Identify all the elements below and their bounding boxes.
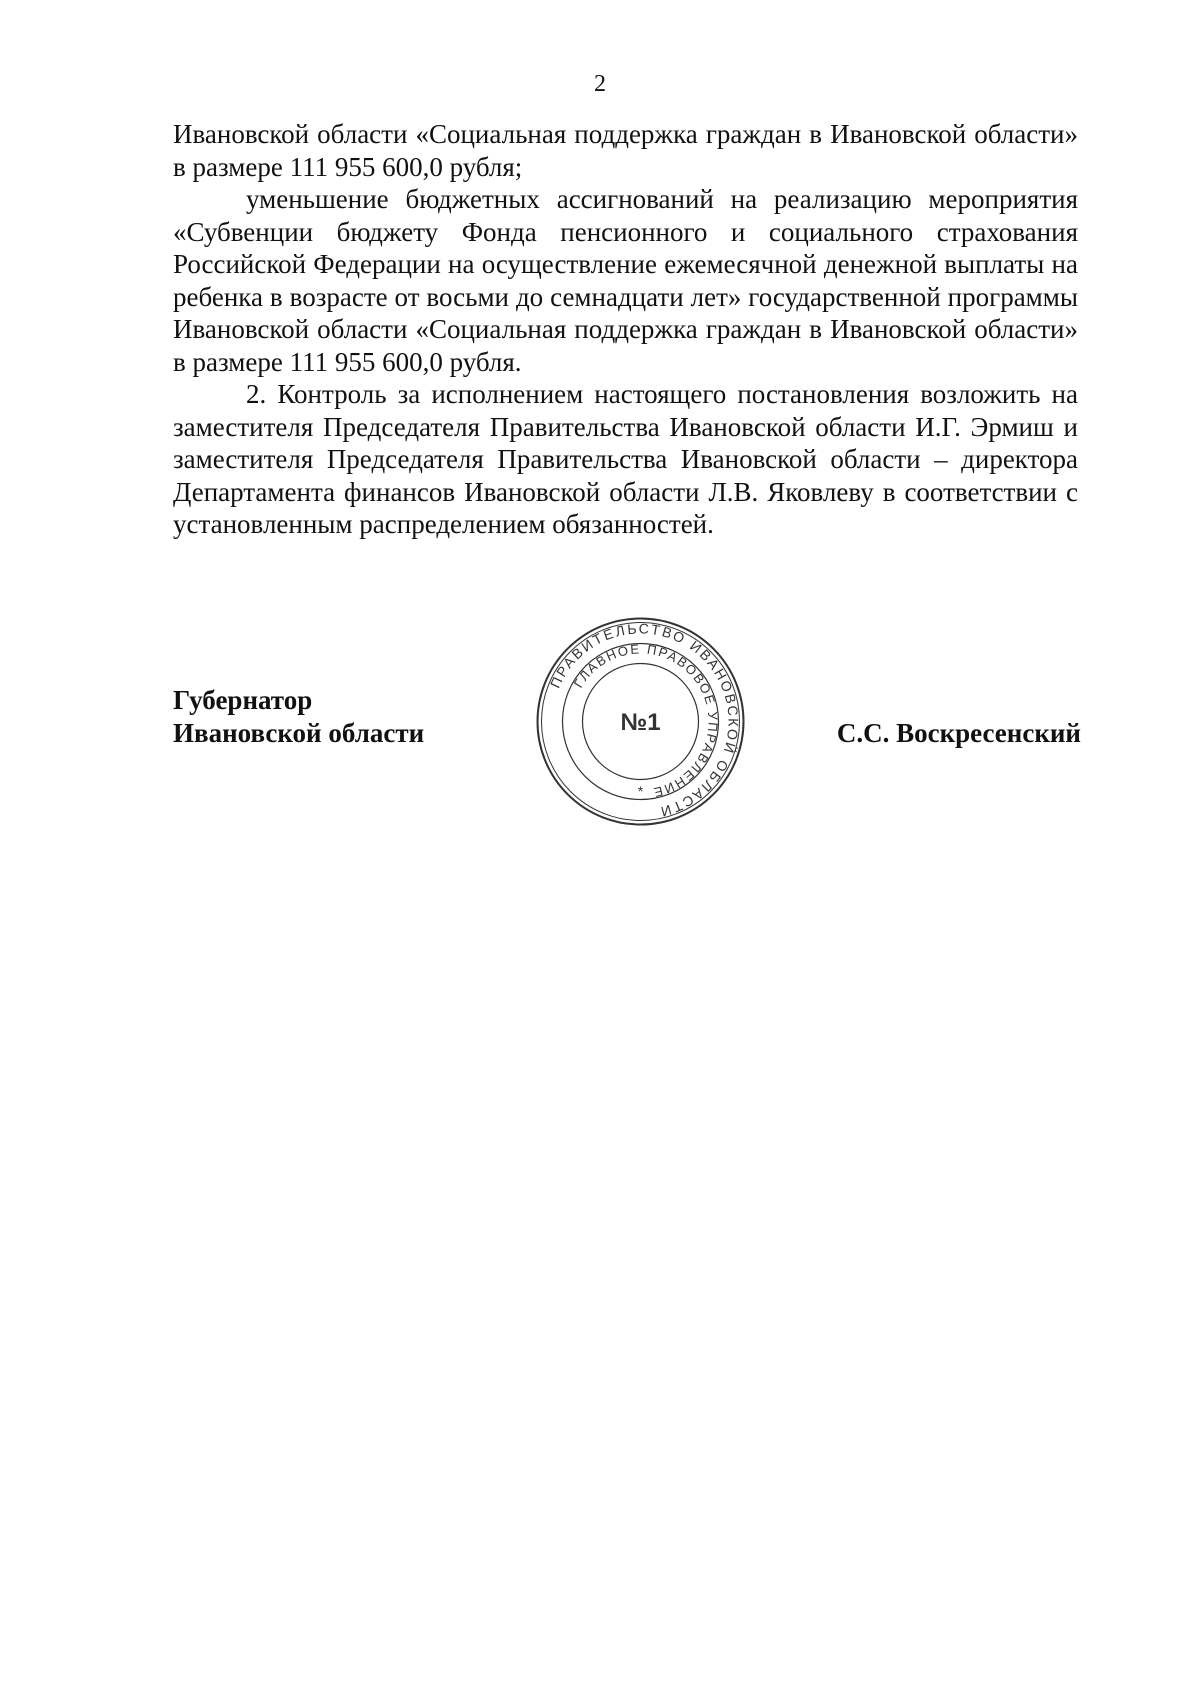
paragraph-control: 2. Контроль за исполнением настоящего постановления возложить на заместителя Председателя Правительства Ивановской области И.Г. Эрмиш и заместителя Председателя Правительства Ивановской области – директора Департамента финансов Ивановской области Л.В. Яковлеву в соответствии с установленным распределением обязанностей. xyxy=(173,379,1078,539)
page-number: 2 xyxy=(594,71,606,97)
seal-inner-text: ГЛАВНОЕ ПРАВОВОЕ УПРАВЛЕНИЕ xyxy=(570,641,721,801)
signatory-title: Губернатор xyxy=(173,685,313,715)
signatory-region: Ивановской области xyxy=(173,718,425,748)
seal-center-number: №1 xyxy=(620,709,661,736)
official-seal-stamp xyxy=(533,614,748,829)
seal-graphic xyxy=(533,614,748,829)
seal-outer-text: ПРАВИТЕЛЬСТВО ИВАНОВСКОЙ ОБЛАСТИ xyxy=(546,620,742,821)
paragraph-budget-reduction: уменьшение бюджетных ассигнований на реализацию мероприятия «Субвенции бюджету Фонда пенсионного и социального страхования Российской Федерации на осуществление ежемесячной денежной выплаты на ребенка в возрасте от восьми до семнадцати лет» государственной программы Ивановской области «Социальная поддержка граждан в Ивановской области» в размере 111 955 600,0 рубля. xyxy=(173,184,1078,377)
document-body xyxy=(173,118,1078,541)
paragraph-continuation: Ивановской области «Социальная поддержка граждан в Ивановской области» в размере 111 955 600,0 рубля; xyxy=(173,119,1078,182)
signatory-position xyxy=(173,684,424,750)
seal-star: * xyxy=(637,783,644,799)
signatory-name: С.С. Воскресенский xyxy=(836,718,1081,748)
